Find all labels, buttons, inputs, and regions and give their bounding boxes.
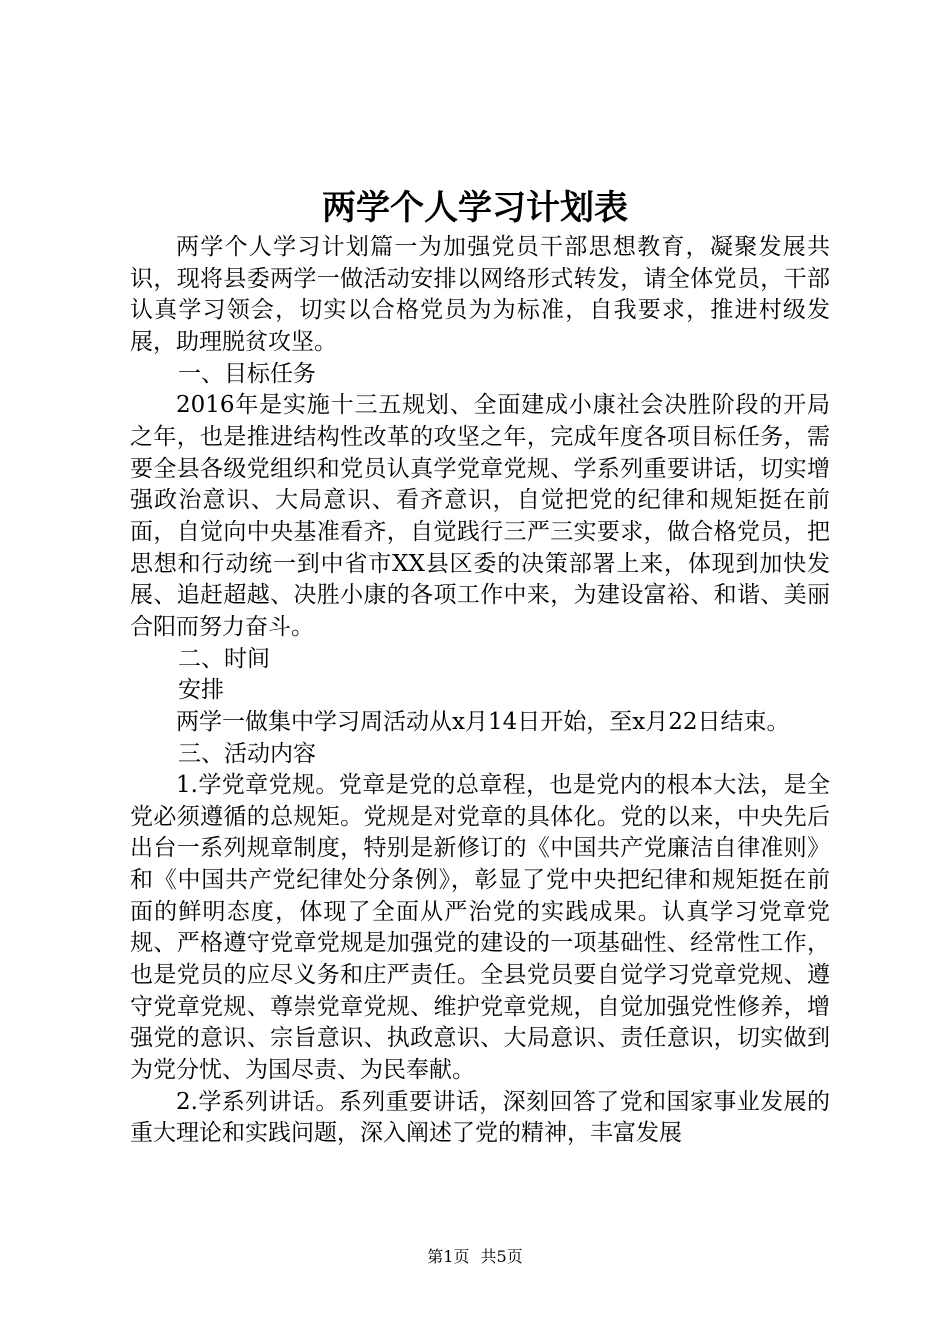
document-body bbox=[130, 232, 830, 1150]
intro-paragraph: 两学个人学习计划篇一为加强党员干部思想教育，凝聚发展共识，现将县委两学一做活动安排以网络形式转发，请全体党员，干部认真学习领会，切实以合格党员为为标准，自我要求，推进村级发展，助理脱贫攻坚。 bbox=[130, 234, 830, 355]
activity-item-party-rules: 1.学党章党规。党章是党的总章程，也是党内的根本大法，是全党必须遵循的总规矩。党规是对党章的具体化。党的以来，中央先后出台一系列规章制度，特别是新修订的《中国共产党廉洁自律准则》和《中国共产党纪律处分条例》，彰显了党中央把纪律和规矩挺在前面的鲜明态度，体现了全面从严治党的实践成果。认真学习党章党规、严格遵守党章党规是加强党的建设的一项基础性、经常性工作，也是党员的应尽义务和庄严责任。全县党员要自觉学习党章党规、遵守党章党规、尊崇党章党规、维护党章党规，自觉加强党性修养，增强党的意识、宗旨意识、执政意识、大局意识、责任意识，切实做到为党分忧、为国尽责、为民奉献。 bbox=[130, 772, 830, 1084]
section-heading-goals: 一、目标任务 bbox=[178, 360, 316, 387]
section-heading-activities: 三、活动内容 bbox=[178, 740, 316, 767]
section-heading-arrangement: 安排 bbox=[178, 677, 224, 704]
page-footer bbox=[0, 1245, 950, 1269]
page-total: 共5页 bbox=[480, 1247, 523, 1266]
page-number: 第1页 bbox=[427, 1247, 470, 1266]
activity-item-speeches: 2.学系列讲话。系列重要讲话，深刻回答了党和国家事业发展的重大理论和实践问题，深入阐述了党的精神，丰富发展 bbox=[130, 1088, 830, 1147]
goals-paragraph: 2016年是实施十三五规划、全面建成小康社会决胜阶段的开局之年，也是推进结构性改革的攻坚之年，完成年度各项目标任务，需要全县各级党组织和党员认真学党章党规、学系列重要讲话，切实增强政治意识、大局意识、看齐意识，自觉把党的纪律和规矩挺在前面，自觉向中央基准看齐，自觉践行三严三实要求，做合格党员，把思想和行动统一到中省市XX县区委的决策部署上来，体现到加快发展、追赶超越、决胜小康的各项工作中来，为建设富裕、和谐、美丽合阳而努力奋斗。 bbox=[130, 392, 830, 640]
schedule-paragraph: 两学一做集中学习周活动从x月14日开始，至x月22日结束。 bbox=[176, 708, 790, 735]
document-title: 两学个人学习计划表 bbox=[322, 188, 628, 228]
section-heading-time: 二、时间 bbox=[178, 645, 270, 672]
